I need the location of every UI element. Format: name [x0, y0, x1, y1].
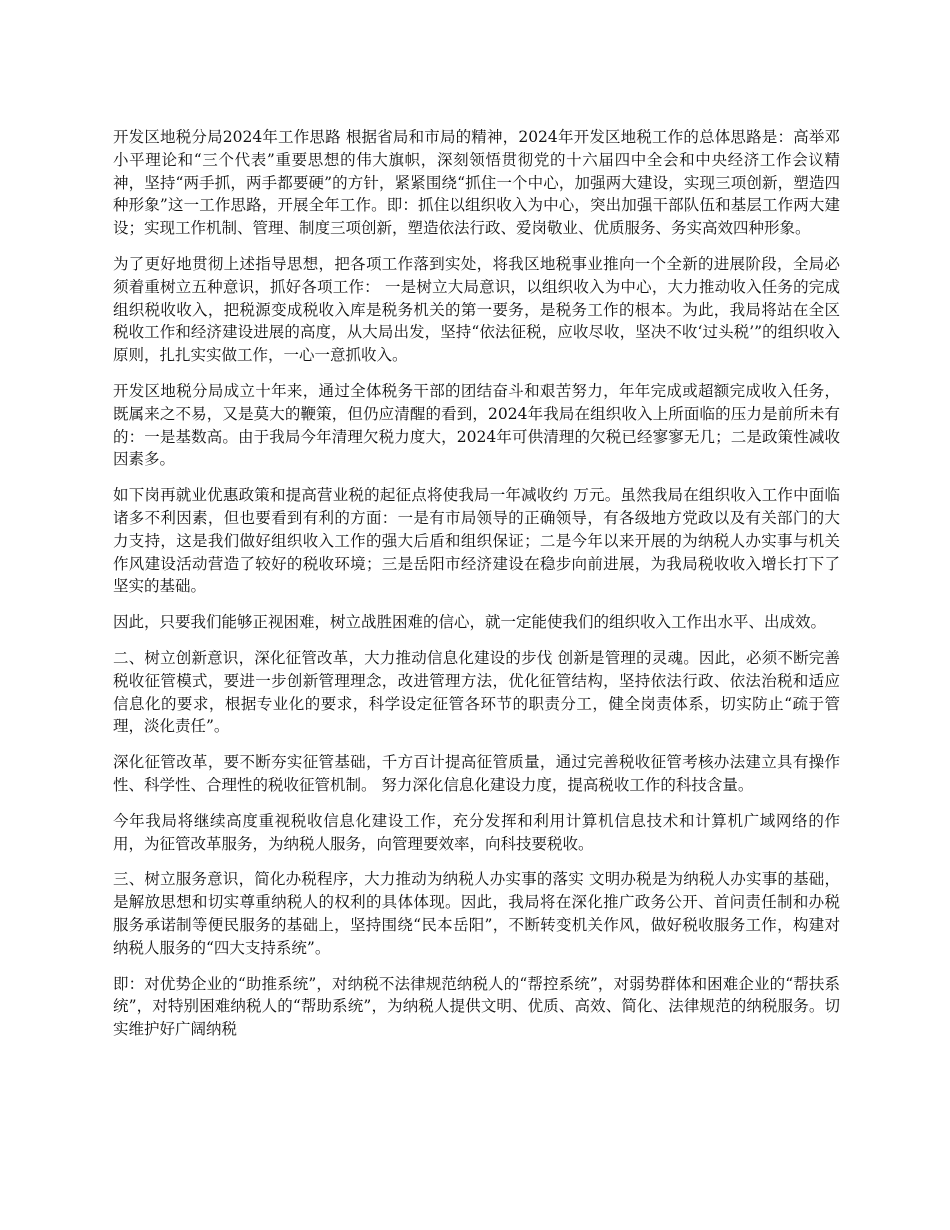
paragraph: 今年我局将继续高度重视税收信息化建设工作，充分发挥和利用计算机信息技术和计算机广域网络的作用，为征管改革服务，为纳税人服务，向管理要效率，向科技要税收。 [113, 811, 840, 853]
paragraph: 深化征管改革，要不断夯实征管基础，千方百计提高征管质量，通过完善税收征管考核办法建立具有操作性、科学性、合理性的税收征管机制。 努力深化信息化建设力度，提高税收工作的科技含量。 [113, 753, 840, 794]
paragraph: 开发区地税分局成立十年来，通过全体税务干部的团结奋斗和艰苦努力，年年完成或超额完成收入任务，既属来之不易，又是莫大的鞭策，但仍应清醒的看到，2024年我局在组织收入上所面临的压力是前所未有的：一是基数高。由于我局今年清理欠税力度大，2024年可供清理的欠税已经寥寥无几；二是政策性减收因素多。 [113, 381, 840, 469]
paragraph: 三、树立服务意识，简化办税程序，大力推动为纳税人办实事的落实 文明办税是为纳税人办实事的基础，是解放思想和切实尊重纳税人的权利的具体体现。因此，我局将在深化推广政务公开、首问责任制和办税服务承诺制等便民服务的基础上，坚持围绕“民本岳阳”，不断转变机关作风，做好税收服务工作，构建对纳税人服务的“四大支持系统”。 [113, 870, 840, 957]
paragraph: 二、树立创新意识，深化征管改革，大力推动信息化建设的步伐 创新是管理的灵魂。因此，必须不断完善税收征管模式，要进一步创新管理理念，改进管理方法，优化征管结构，坚持依法行政、依法治税和适应信息化的要求，根据专业化的要求，科学设定征管各环节的职责分工，健全岗责体系，切实防止“疏于管理，淡化责任”。 [113, 648, 840, 736]
paragraph: 即：对优势企业的“助推系统”，对纳税不法律规范纳税人的“帮控系统”，对弱势群体和困难企业的“帮扶系统”，对特别困难纳税人的“帮助系统”，为纳税人提供文明、优质、高效、简化、法律规范的纳税服务。切实维护好广阔纳税 [113, 974, 840, 1039]
paragraph: 开发区地税分局2024年工作思路 根据省局和市局的精神，2024年开发区地税工作的总体思路是：高举邓小平理论和“三个代表”重要思想的伟大旗帜，深刻领悟贯彻党的十六届四中全会和中央经济工作会议精神，坚持“两手抓，两手都要硬”的方针，紧紧围绕“抓住一个中心，加强两大建设，实现三项创新，塑造四种形象”这一工作思路，开展全年工作。即：抓住以组织收入为中心，突出加强干部队伍和基层工作两大建设；实现工作机制、管理、制度三项创新，塑造依法行政、爱岗敬业、优质服务、务实高效四种形象。 [113, 128, 840, 238]
paragraph: 为了更好地贯彻上述指导思想，把各项工作落到实处，将我区地税事业推向一个全新的进展阶段，全局必须着重树立五种意识，抓好各项工作： 一是树立大局意识，以组织收入为中心，大力推动收入任务的完成 组织税收收入，把税源变成税收入库是税务机关的第一要务，是税务工作的根本。为此，我局将站在全区税收工作和经济建设进展的高度，从大局出发，坚持“依法征税，应收尽收，坚决不收‘过头税’”的组织收入原则，扎扎实实做工作，一心一意抓收入。 [113, 254, 840, 365]
paragraph: 因此，只要我们能够正视困难，树立战胜困难的信心，就一定能使我们的组织收入工作出水平、出成效。 [113, 613, 827, 632]
document-body [113, 126, 840, 1054]
paragraph: 如下岗再就业优惠政策和提高营业税的起征点将使我局一年减收约 万元。虽然我局在组织收入工作中面临诸多不利因素，但也要看到有利的方面：一是有市局领导的正确领导，有各级地方党政以及有关部门的大力支持，这是我们做好组织收入工作的强大后盾和组织保证；二是今年以来开展的为纳税人办实事与机关作风建设活动营造了较好的税收环境；三是岳阳市经济建设在稳步向前进展，为我局税收收入增长打下了坚实的基础。 [113, 486, 840, 596]
